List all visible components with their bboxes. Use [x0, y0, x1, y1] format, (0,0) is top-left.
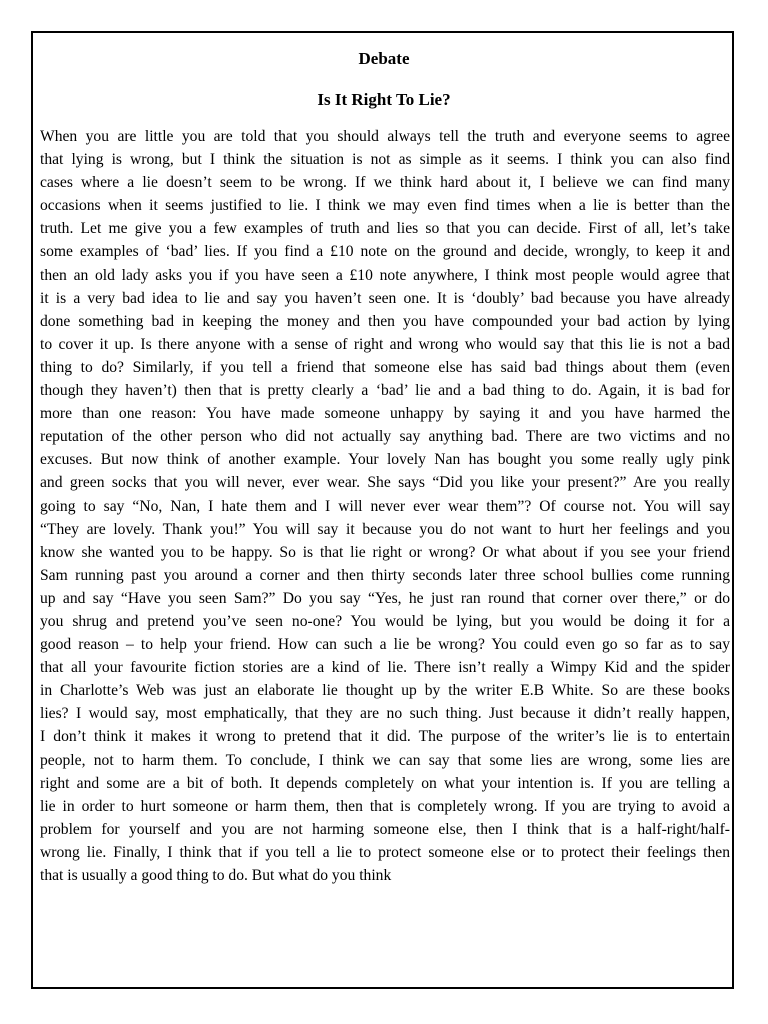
- document-subtitle: Is It Right To Lie?: [317, 90, 451, 109]
- body-text-line: “They are lovely. Thank you!” You will say it because you do not want to hurt her feelings and you: [40, 520, 730, 538]
- body-text-line: done something bad in keeping the money and then you have compounded your bad action by lying: [40, 312, 730, 330]
- body-text-line: right and some are a bit of both. It depends completely on what your intention is. If you are telling a: [40, 774, 730, 792]
- body-text-line: occasions when it seems justified to lie. I think we may even find times when a lie is better than the: [40, 197, 730, 215]
- body-text-line: it is a very bad idea to lie and say you haven’t seen one. It is ‘doubly’ bad because you have already: [40, 289, 730, 307]
- body-text-line: that lying is wrong, but I think the situation is not as simple as it seems. I think you can also find: [40, 151, 730, 169]
- body-text-line: more than one reason: You have made someone unhappy by saying it and you have harmed the: [40, 405, 730, 423]
- body-text-line: know she wanted you to be happy. So is that lie right or wrong? Or what about if you see your friend: [40, 543, 730, 561]
- body-text-line: thing to do? Similarly, if you tell a friend that someone else has said bad things about them (even: [40, 358, 730, 376]
- body-text-line: then an old lady asks you if you have seen a £10 note anywhere, I think most people would agree that: [40, 266, 730, 284]
- body-text-line: wrong lie. Finally, I think that if you tell a lie to protect someone else or to protect their feelings then: [40, 843, 730, 861]
- body-text-line: up and say “Have you seen Sam?” Do you say “Yes, he just ran round that corner over there,” or do: [40, 589, 730, 607]
- body-text-line: and green socks that you will never, ever wear. She says “Did you like your present?” Are you really: [40, 474, 730, 492]
- body-text-line: that all your favourite fiction stories are a kind of lie. There isn’t really a Wimpy Kid and the spider: [40, 659, 730, 677]
- body-text-line: you shrug and pretend you’ve seen no-one? You would be lying, but you would be doing it for a: [40, 612, 730, 630]
- body-text-line: lies? I would say, most emphatically, that they are no such thing. Just because it didn’t really happen,: [40, 705, 730, 723]
- body-text-line: reputation of the other person who did not actually say anything bad. There are two victims and no: [40, 428, 730, 446]
- body-text-line: I don’t think it makes it wrong to pretend that it did. The purpose of the writer’s lie is to entertain: [40, 728, 730, 746]
- body-text-line: excuses. But now think of another example. Your lovely Nan has bought you some really ugly pink: [40, 451, 730, 469]
- body-text-line: cases where a lie doesn’t seem to be wrong. If we think hard about it, I believe we can find many: [40, 174, 730, 192]
- body-text-line: good reason – to help your friend. How can such a lie be wrong? You could even go so far as to say: [40, 636, 730, 654]
- body-text-line: problem for yourself and you are not harming someone else, then I think that is a half-right/half-: [40, 820, 730, 838]
- body-text-line: When you are little you are told that you should always tell the truth and everyone seems to agree: [40, 128, 730, 145]
- body-text-line: truth. Let me give you a few examples of truth and lies so that you can decide. First of all, let’s take: [40, 220, 730, 238]
- body-text-line: that is usually a good thing to do. But what do you think: [40, 867, 392, 884]
- document-body: [40, 125, 730, 887]
- body-text-line: though they haven’t) then that is pretty clearly a ‘bad’ lie and a bad thing to do. Again, it is bad for: [40, 382, 730, 400]
- body-text-line: lie in order to hurt someone or harm them, then that is completely wrong. If you are trying to avoid a: [40, 797, 730, 815]
- document-title: Debate: [358, 49, 410, 68]
- body-text-line: to cover it up. Is there anyone with a sense of right and wrong who would say that this lie is not a bad: [40, 335, 730, 353]
- body-text-line: Sam running past you around a corner and then thirty seconds later three school bullies come running: [40, 566, 730, 584]
- body-text-line: some examples of ‘bad’ lies. If you find a £10 note on the ground and decide, wrongly, to keep it and: [40, 243, 730, 261]
- body-text-line: going to say “No, Nan, I hate them and I will never ever wear them”? Of course not. You will say: [40, 497, 730, 515]
- body-text-line: in Charlotte’s Web was just an elaborate lie thought up by the writer E.B White. So are these books: [40, 682, 730, 700]
- body-text-line: people, not to harm them. To conclude, I think we can say that some lies are wrong, some lies are: [40, 751, 730, 769]
